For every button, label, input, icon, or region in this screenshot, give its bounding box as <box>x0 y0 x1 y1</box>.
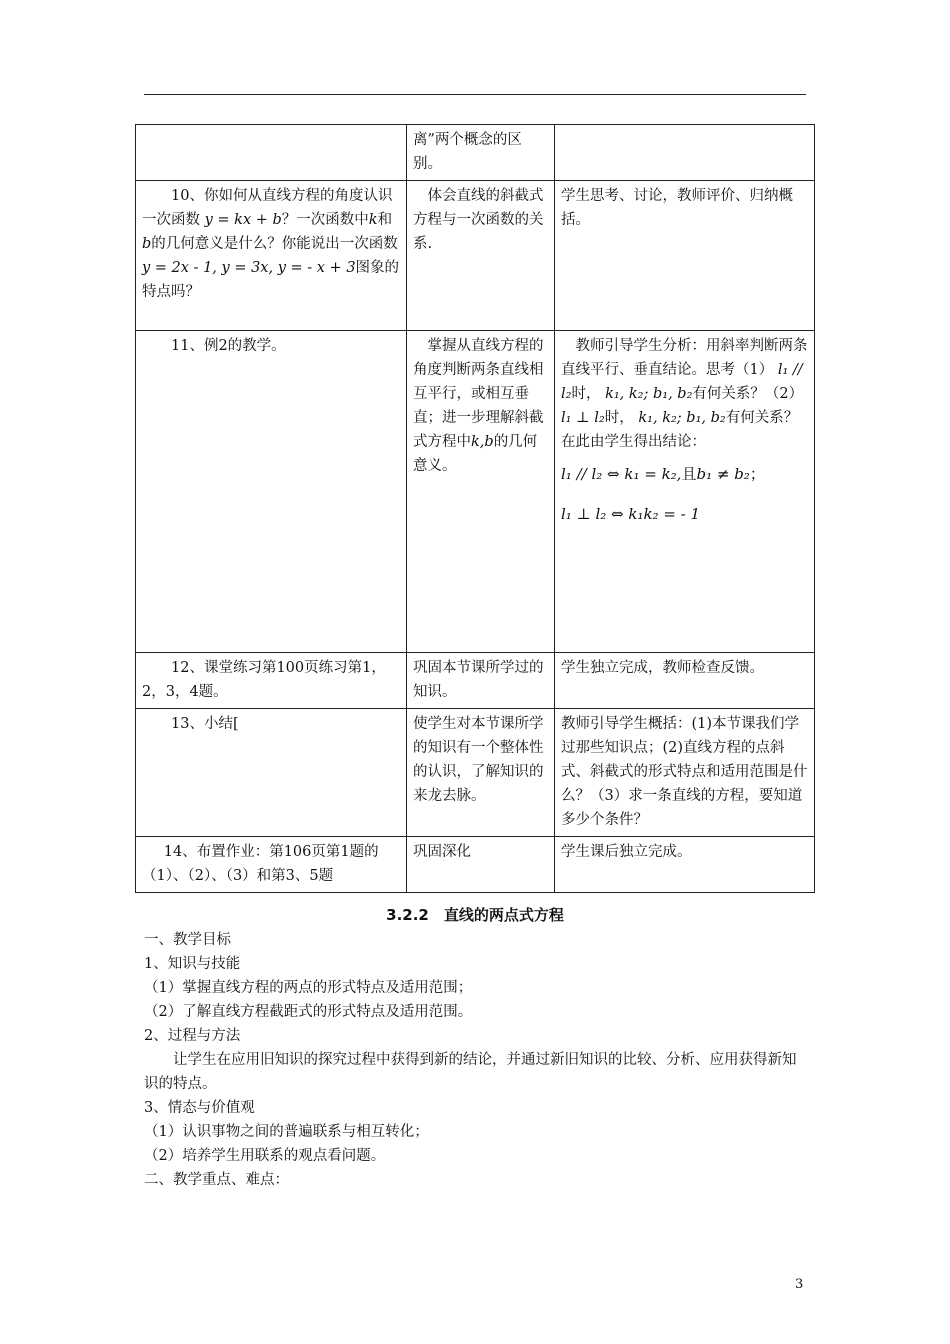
paragraph: 让学生在应用旧知识的探究过程中获得到新的结论，并通过新旧知识的比较、分析、应用获得新知识的特点。 <box>144 1052 797 1092</box>
cell-goal: 掌握从直线方程的角度判断两条直线相互平行，或相互垂直；进一步理解斜截式方程中k,b的几何意义。 <box>407 331 555 653</box>
list-item: （1）掌握直线方程的两点的形式特点及适用范围； <box>144 980 473 996</box>
cell-activity: 教师引导学生概括：(1)本节课我们学过那些知识点；(2)直线方程的点斜式、斜截式的形式特点和适用范围是什么？（3）求一条直线的方程，要知道多少个条件？ <box>555 709 815 837</box>
lesson-plan-table <box>135 124 815 893</box>
heading-keypoints: 二、教学重点、难点： <box>144 1172 289 1188</box>
cell-goal: 离”两个概念的区别。 <box>407 125 555 181</box>
subheading: 3、情态与价值观 <box>144 1100 255 1116</box>
cell-content: 10、你如何从直线方程的角度认识一次函数 y = kx + b？一次函数中k和b的几何意义是什么？你能说出一次函数 y = 2x - 1, y = 3x, y = - x + 3图象的特点吗？ <box>136 181 407 331</box>
cell-goal: 巩固本节课所学过的知识。 <box>407 653 555 709</box>
table-row <box>136 709 815 837</box>
cell-goal: 巩固深化 <box>407 837 555 893</box>
table-row <box>136 125 815 181</box>
table-row <box>136 181 815 331</box>
math-expression: y = 2x - 1, y = 3x, y = - x + 3 <box>142 260 356 276</box>
list-item: （2）培养学生用联系的观点看问题。 <box>144 1148 386 1164</box>
math-expression: k₁, k₂; b₁, b₂ <box>605 386 693 402</box>
cell-content: 14、布置作业：第106页第1题的（1）、（2）、（3）和第3、5题 <box>136 837 407 893</box>
table-row <box>136 653 815 709</box>
math-expression: l₁ // l₂ <box>561 362 803 402</box>
cell-content: 11、例2的教学。 <box>136 331 407 653</box>
subheading: 1、知识与技能 <box>144 956 241 972</box>
cell-activity: 学生独立完成，教师检查反馈。 <box>555 653 815 709</box>
subheading: 2、过程与方法 <box>144 1028 241 1044</box>
cell-content <box>136 125 407 181</box>
math-expression: y = kx + b <box>204 212 282 228</box>
header-rule <box>144 94 806 95</box>
cell-activity: 学生思考、讨论，教师评价、归纳概括。 <box>555 181 815 331</box>
table-row <box>136 331 815 653</box>
table-row <box>136 837 815 893</box>
list-item: （1）认识事物之间的普遍联系与相互转化； <box>144 1124 429 1140</box>
cell-content: 13、小结[ <box>136 709 407 837</box>
list-item: （2）了解直线方程截距式的形式特点及适用范围。 <box>144 1004 473 1020</box>
cell-goal: 体会直线的斜截式方程与一次函数的关系. <box>407 181 555 331</box>
math-expression: l₁ ⊥ l₂ <box>561 410 605 426</box>
page-number: 3 <box>795 1277 804 1292</box>
cell-activity: 学生课后独立完成。 <box>555 837 815 893</box>
section-body <box>144 928 806 1192</box>
cell-goal: 使学生对本节课所学的知识有一个整体性的认识，了解知识的来龙去脉。 <box>407 709 555 837</box>
cell-content: 12、课堂练习第100页练习第1，2，3，4题。 <box>136 653 407 709</box>
perpendicular-condition: l₁ ⊥ l₂ ⇔ k₁k₂ = - 1 <box>561 505 701 523</box>
cell-activity <box>555 125 815 181</box>
cell-activity: 教师引导学生分析：用斜率判断两条直线平行、垂直结论。思考（1） l₁ // l₂时， k₁, k₂; b₁, b₂有何关系？（2） l₁ ⊥ l₂时， k₁, k₂; b₁, b₂有何关系？在此由学生得出结论： l₁ // l₂ ⇔ k₁ = k₂,且b₁ ≠ b₂； l₁ ⊥ l₂ ⇔ k₁k₂ = - 1 <box>555 331 815 653</box>
math-expression: k₁, k₂; b₁, b₂ <box>638 410 726 426</box>
heading-objectives: 一、教学目标 <box>144 932 231 948</box>
parallel-condition: l₁ // l₂ ⇔ k₁ = k₂,且b₁ ≠ b₂； <box>561 465 765 483</box>
section-title: 3.2.2 直线的两点式方程 <box>386 906 564 924</box>
